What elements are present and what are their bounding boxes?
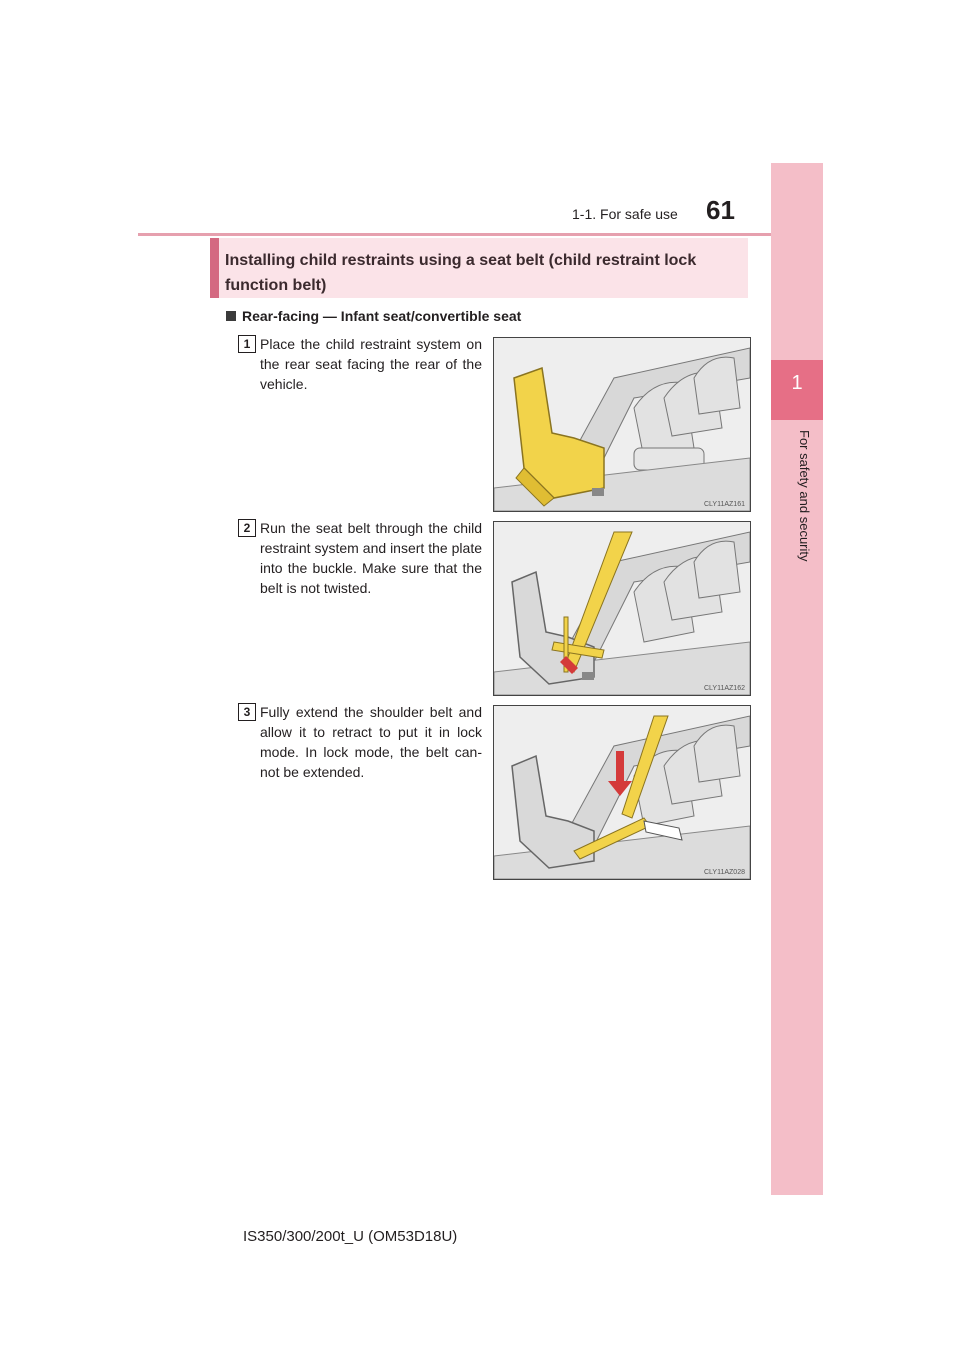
subsection-title: Rear-facing — Infant seat/convertible seat: [242, 308, 522, 324]
step-number-1: 1: [238, 335, 256, 353]
model-code-footer: IS350/300/200t_U (OM53D18U): [243, 1228, 458, 1245]
image-code-2: CLY11AZ162: [704, 685, 745, 692]
step-illustration-3: [493, 705, 751, 880]
section-heading-bar: [210, 238, 219, 298]
step-number-2: 2: [238, 519, 256, 537]
image-code-1: CLY11AZ161: [704, 501, 745, 508]
section-title: Installing child restraints using a seat belt (child restraint lock function belt): [225, 252, 697, 294]
chapter-title: 1-1. For safe use: [572, 206, 678, 222]
square-bullet-icon: [226, 311, 236, 321]
header-divider: [138, 233, 823, 236]
step-text-1: Place the child restraint system on the rear seat facing the rear of the vehicle.: [260, 336, 482, 392]
chapter-number: 1: [791, 372, 803, 394]
step-text-2: Run the seat belt through the child restraint system and insert the plate into the buckle. Make sure that the belt is not twisted.: [260, 520, 482, 596]
subsection-heading: [226, 308, 521, 324]
step-text-3: Fully extend the shoulder belt and allow it to retract to put it in lock mode. In lock mode, the belt can-not be extended.: [260, 704, 482, 780]
step-illustration-2: [493, 521, 751, 696]
chapter-side-tab: [771, 163, 823, 1195]
image-code-3: CLY11AZ028: [704, 869, 745, 876]
step-number-3: 3: [238, 703, 256, 721]
page-number: 61: [706, 195, 735, 225]
chapter-label: For safety and security: [797, 430, 812, 562]
step-illustration-1: [493, 337, 751, 512]
